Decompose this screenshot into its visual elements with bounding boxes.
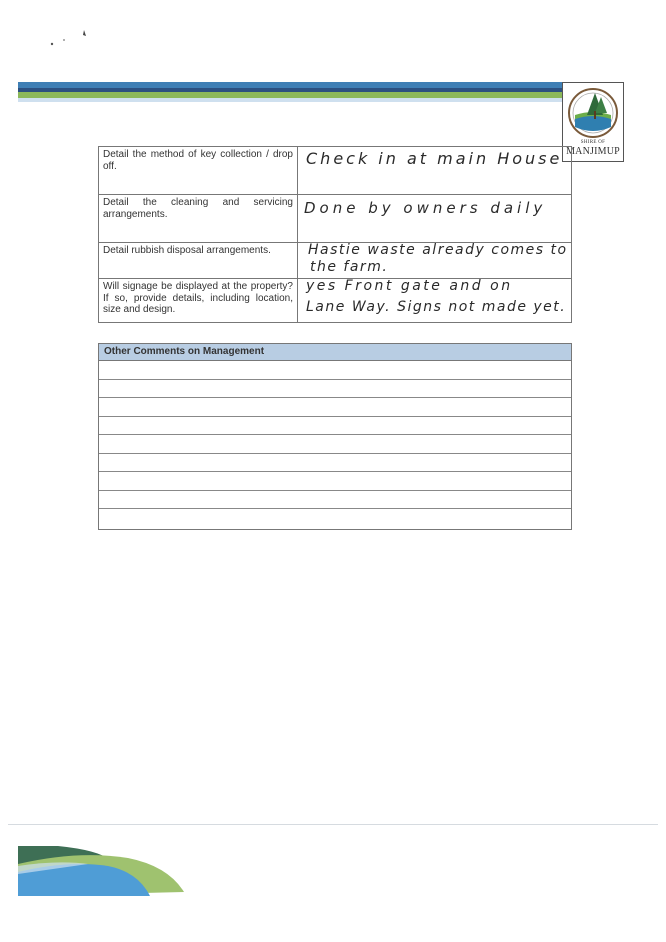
handwritten-answer: Done by owners daily bbox=[304, 199, 547, 217]
handwritten-answer: Check in at main House bbox=[306, 149, 563, 168]
question-label: Will signage be displayed at the property? If so, provide details, including location, size and design. bbox=[99, 279, 298, 323]
answer-field-signage[interactable] bbox=[298, 279, 572, 323]
table-row bbox=[99, 279, 572, 323]
table-row bbox=[99, 147, 572, 195]
answer-field-key-collection[interactable] bbox=[298, 147, 572, 195]
comment-line[interactable] bbox=[99, 435, 571, 454]
handwritten-answer: the farm. bbox=[310, 259, 389, 275]
table-row bbox=[99, 195, 572, 243]
comment-line[interactable] bbox=[99, 380, 571, 399]
comment-line[interactable] bbox=[99, 472, 571, 491]
handwritten-answer: Hastie waste already comes to bbox=[308, 242, 568, 258]
scan-specks bbox=[46, 26, 96, 50]
comment-line[interactable] bbox=[99, 491, 571, 510]
answer-field-rubbish[interactable] bbox=[298, 243, 572, 279]
comment-line[interactable] bbox=[99, 361, 571, 380]
management-details-table bbox=[98, 146, 572, 323]
comment-line[interactable] bbox=[99, 454, 571, 473]
table-row bbox=[99, 243, 572, 279]
comment-line[interactable] bbox=[99, 509, 571, 528]
question-label: Detail rubbish disposal arrangements. bbox=[99, 243, 298, 279]
tree-emblem-icon bbox=[565, 85, 621, 140]
comments-heading: Other Comments on Management bbox=[99, 344, 571, 361]
footer-color-bands bbox=[18, 842, 188, 898]
header-color-bands bbox=[18, 82, 566, 104]
comment-line[interactable] bbox=[99, 398, 571, 417]
question-label: Detail the cleaning and servicing arrangements. bbox=[99, 195, 298, 243]
handwritten-answer: yes Front gate and on bbox=[306, 278, 513, 294]
logo-text-manjimup: MANJIMUP bbox=[566, 146, 620, 157]
answer-field-cleaning[interactable] bbox=[298, 195, 572, 243]
handwritten-answer: Lane Way. Signs not made yet. bbox=[306, 299, 567, 315]
other-comments-section bbox=[98, 343, 572, 530]
comment-line[interactable] bbox=[99, 417, 571, 436]
question-label: Detail the method of key collection / drop off. bbox=[99, 147, 298, 195]
logo-text-shire-of: SHIRE OF bbox=[580, 140, 606, 145]
footer-divider bbox=[8, 824, 658, 825]
